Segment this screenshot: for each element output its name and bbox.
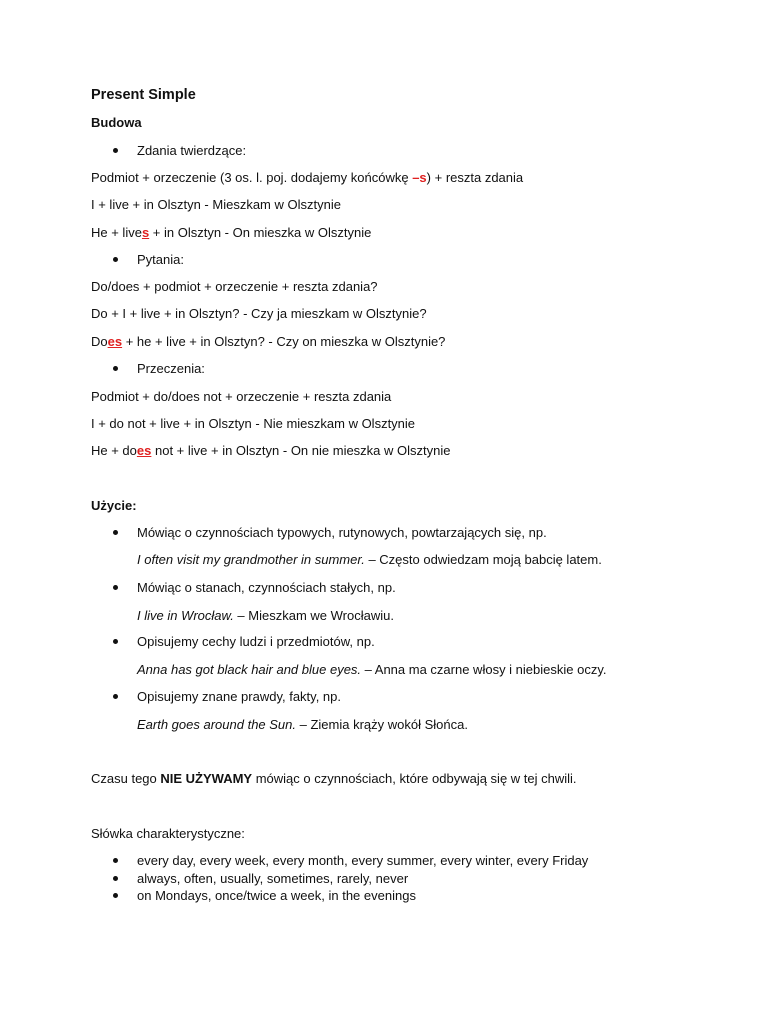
example-line — [91, 443, 450, 459]
bullet-dot — [113, 694, 118, 699]
bullet-dot — [113, 639, 118, 644]
suffix-highlight: es — [136, 443, 152, 458]
rule-text: Podmiot + orzeczenie (3 os. l. poj. dodajemy końcówkę — [91, 170, 413, 185]
section-heading-slowka: Słówka charakterystyczne: — [91, 826, 245, 841]
example-pl: – Ziemia krąży wokół Słońca. — [296, 717, 468, 732]
example-text: He + live — [91, 225, 142, 240]
rule-twierdzace — [91, 170, 523, 186]
usage-note — [91, 771, 577, 787]
bullet-dot — [113, 257, 118, 262]
note-text: Czasu tego — [91, 771, 161, 786]
example-text: not + live + in Olsztyn - On nie mieszka w Olsztynie — [151, 443, 451, 458]
rule-przeczenia: Podmiot + do/does not + orzeczenie + reszta zdania — [91, 389, 392, 404]
example-en: Earth goes around the Sun. — [137, 717, 297, 732]
note-text: mówiąc o czynnościach, które odbywają się w tej chwili. — [252, 771, 577, 786]
keyword-item: on Mondays, once/twice a week, in the evenings — [137, 888, 416, 903]
usage-item: Mówiąc o czynnościach typowych, rutynowych, powtarzających się, np. — [137, 525, 547, 540]
example-line: Do + I + live + in Olsztyn? - Czy ja mieszkam w Olsztynie? — [91, 306, 427, 321]
section-heading-uzycie: Użycie: — [91, 498, 137, 513]
usage-example — [137, 552, 602, 568]
example-pl: – Często odwiedzam moją babcię latem. — [364, 552, 602, 567]
example-text: + in Olsztyn - On mieszka w Olsztynie — [149, 225, 372, 240]
example-text: Do — [91, 334, 108, 349]
suffix-highlight: s — [141, 225, 150, 240]
usage-example — [137, 662, 606, 678]
bullet-dot — [113, 366, 118, 371]
bullet-dot — [113, 585, 118, 590]
bullet-dot — [113, 876, 118, 881]
example-pl: – Anna ma czarne włosy i niebieskie oczy. — [361, 662, 607, 677]
bullet-dot — [113, 530, 118, 535]
example-en: I live in Wrocław. — [137, 608, 234, 623]
usage-example — [137, 717, 468, 733]
example-en: I often visit my grandmother in summer. — [137, 552, 365, 567]
example-text: + he + live + in Olsztyn? - Czy on mieszka w Olsztynie? — [122, 334, 446, 349]
example-text: He + do — [91, 443, 137, 458]
bullet-dot — [113, 893, 118, 898]
bullet-przeczenia: Przeczenia: — [137, 361, 205, 376]
rule-pytania: Do/does + podmiot + orzeczenie + reszta zdania? — [91, 279, 378, 294]
page-title: Present Simple — [91, 87, 196, 103]
usage-item: Mówiąc o stanach, czynnościach stałych, np. — [137, 580, 396, 595]
usage-item: Opisujemy cechy ludzi i przedmiotów, np. — [137, 634, 375, 649]
note-emphasis: NIE UŻYWAMY — [160, 771, 253, 786]
example-en: Anna has got black hair and blue eyes. — [137, 662, 362, 677]
suffix-highlight: –s — [412, 170, 427, 185]
example-line — [91, 334, 445, 350]
bullet-dot — [113, 148, 118, 153]
example-pl: – Mieszkam we Wrocławiu. — [233, 608, 394, 623]
rule-text: ) + reszta zdania — [426, 170, 524, 185]
bullet-pytania: Pytania: — [137, 252, 184, 267]
bullet-twierdzace: Zdania twierdzące: — [137, 143, 247, 158]
example-line: I + do not + live + in Olsztyn - Nie mieszkam w Olsztynie — [91, 416, 416, 431]
keyword-item: always, often, usually, sometimes, rarely, never — [137, 871, 409, 886]
suffix-highlight: es — [107, 334, 123, 349]
usage-item: Opisujemy znane prawdy, fakty, np. — [137, 689, 342, 704]
bullet-dot — [113, 858, 118, 863]
keyword-item: every day, every week, every month, every summer, every winter, every Friday — [137, 853, 589, 868]
example-line — [91, 225, 371, 241]
example-line: I + live + in Olsztyn - Mieszkam w Olsztynie — [91, 197, 341, 212]
usage-example — [137, 608, 394, 624]
section-heading-budowa: Budowa — [91, 115, 142, 130]
